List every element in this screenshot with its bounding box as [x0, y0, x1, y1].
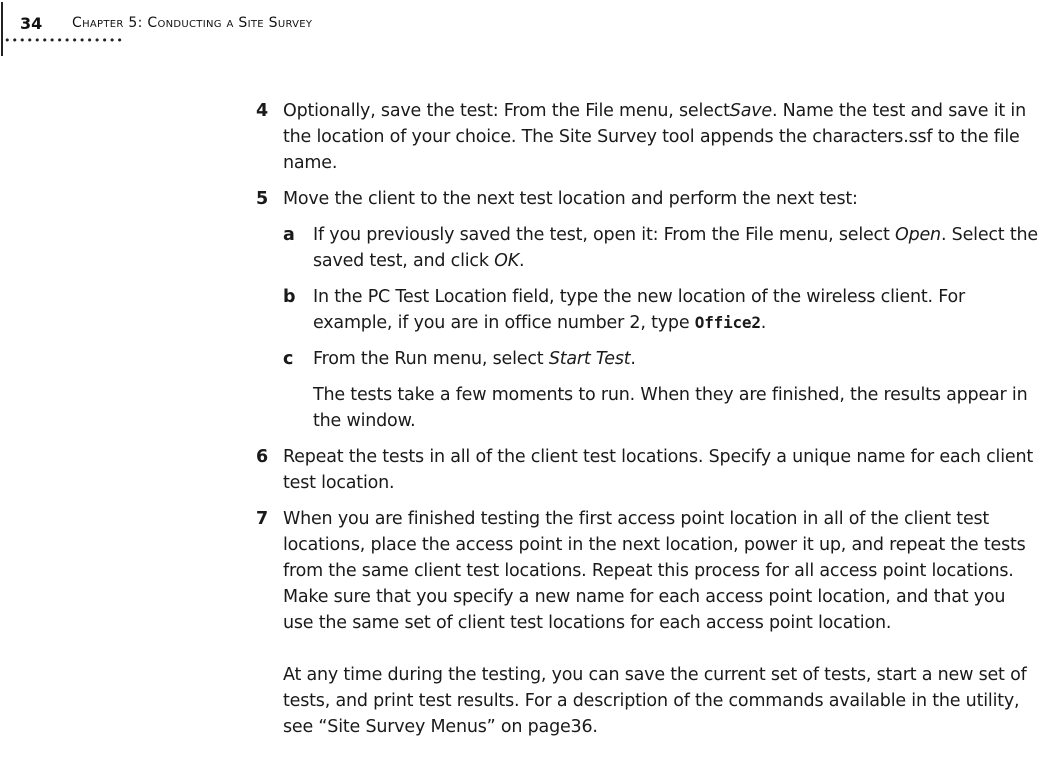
step-4 [256, 98, 1038, 176]
step-text: Move the client to the next test location and perform the next test: [283, 189, 858, 209]
step-text: When you are finished testing the first access point location in all of the client test locations, place the access point in the next location, power it up, and repeat the tests from the same client test locations. Repeat this process for all access point locations. Make sure that you specify a new name for each access point location, and that you use the same set of client test locations for each access point location. [283, 509, 1026, 633]
closing-paragraph: At any time during the testing, you can save the current set of tests, start a new set of tests, and print test results. For a description of the commands available in the utility, see “Site Survey Menus” on page36. [283, 665, 1027, 737]
step-5 [256, 186, 1038, 434]
page-body [256, 98, 1038, 740]
step-number: 4 [256, 101, 268, 121]
menu-command-open: Open [895, 225, 941, 245]
substep-a [283, 222, 1038, 274]
substep-text: From the Run menu, select Start Test. [313, 349, 636, 369]
step-number: 5 [256, 189, 268, 209]
step-7 [256, 506, 1038, 636]
substep-b [283, 284, 1038, 336]
step-6 [256, 444, 1038, 496]
substep-letter: b [283, 287, 296, 307]
menu-command-start-test: Start Test [548, 349, 631, 369]
step-number: 6 [256, 447, 268, 467]
typed-value: Office2 [694, 313, 761, 332]
page-header [0, 0, 1039, 60]
substep-text: In the PC Test Location field, type the new location of the wireless client. For example, if you are in office number 2, type Office2. [313, 287, 966, 333]
step-text: Optionally, save the test: From the File menu, selectSave. Name the test and save it in the location of your choice. The Site Survey tool appends the characters.ssf to the file name. [283, 101, 1026, 173]
button-name-ok: OK [494, 251, 519, 271]
page-number: 34 [20, 14, 43, 33]
substep-c [283, 346, 1038, 372]
substep-letter: c [283, 349, 294, 369]
menu-command-save: Save [729, 101, 772, 121]
header-dotted-rule: •••••••••••••••• [4, 34, 124, 47]
step-text: Repeat the tests in all of the client test locations. Specify a unique name for each client test location. [283, 447, 1033, 493]
substep-letter: a [283, 225, 295, 245]
substep-text: If you previously saved the test, open it: From the File menu, select Open. Select the saved test, and click OK. [313, 225, 1038, 271]
running-title: Chapter 5: Conducting a Site Survey [72, 15, 313, 31]
header-rule [1, 2, 3, 56]
step-number: 7 [256, 509, 268, 529]
substep-note: The tests take a few moments to run. When they are finished, the results appear in the window. [313, 385, 1028, 431]
